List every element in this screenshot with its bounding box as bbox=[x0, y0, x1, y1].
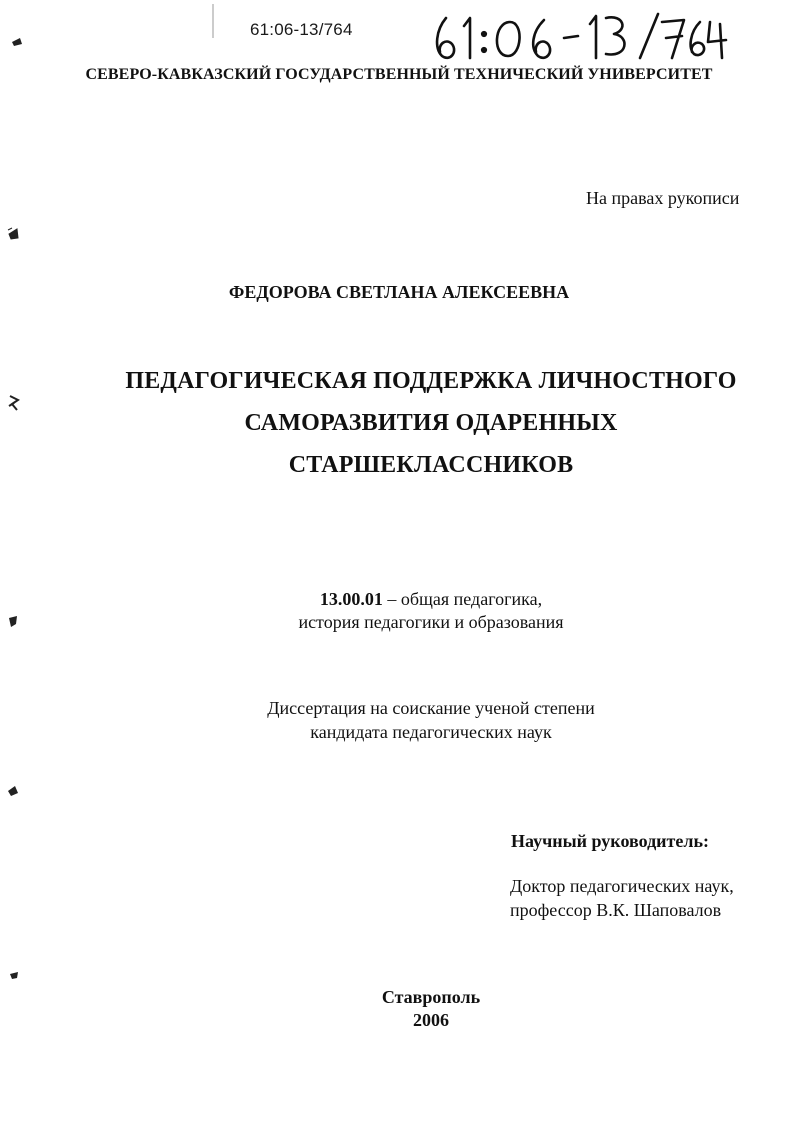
specialty-name-part-1: – общая педагогика, bbox=[382, 589, 543, 609]
scan-mark bbox=[8, 968, 22, 982]
year: 2006 bbox=[413, 1010, 449, 1030]
handwritten-catalog-number bbox=[428, 8, 728, 64]
scan-mark bbox=[6, 226, 20, 242]
dissertation-title-line-1: ПЕДАГОГИЧЕСКАЯ ПОДДЕРЖКА ЛИЧНОСТНОГО bbox=[125, 368, 737, 394]
dissertation-degree-block bbox=[0, 696, 798, 744]
supervisor-details bbox=[510, 874, 734, 922]
scan-line bbox=[210, 4, 216, 38]
scan-mark bbox=[6, 784, 20, 798]
scan-mark bbox=[10, 36, 24, 48]
specialty-code: 13.00.01 bbox=[319, 589, 383, 609]
specialty-line-1 bbox=[0, 588, 798, 611]
author-name: ФЕДОРОВА СВЕТЛАНА АЛЕКСЕЕВНА bbox=[228, 282, 570, 302]
place-and-year bbox=[0, 986, 798, 1032]
degree-line-1: Диссертация на соискание ученой степени bbox=[267, 698, 595, 718]
dissertation-title-line-2: САМОРАЗВИТИЯ ОДАРЕННЫХ bbox=[244, 410, 618, 436]
supervisor-degree: Доктор педагогических наук, bbox=[510, 876, 734, 896]
degree-line-2: кандидата педагогических наук bbox=[310, 722, 552, 742]
specialty-name-part-2: история педагогики и образования bbox=[298, 612, 564, 632]
supervisor-heading: Научный руководитель: bbox=[511, 831, 709, 851]
rights-note: На правах рукописи bbox=[586, 188, 740, 208]
catalog-stamp: 61:06-13/764 bbox=[250, 20, 353, 39]
university-name: СЕВЕРО-КАВКАЗСКИЙ ГОСУДАРСТВЕННЫЙ ТЕХНИЧЕСКИЙ УНИВЕРСИТЕТ bbox=[85, 66, 713, 83]
dissertation-title-line-3: СТАРШЕКЛАССНИКОВ bbox=[288, 452, 574, 478]
city: Ставрополь bbox=[381, 987, 481, 1007]
supervisor-name: профессор В.К. Шаповалов bbox=[510, 900, 722, 920]
specialty-block bbox=[0, 588, 798, 634]
